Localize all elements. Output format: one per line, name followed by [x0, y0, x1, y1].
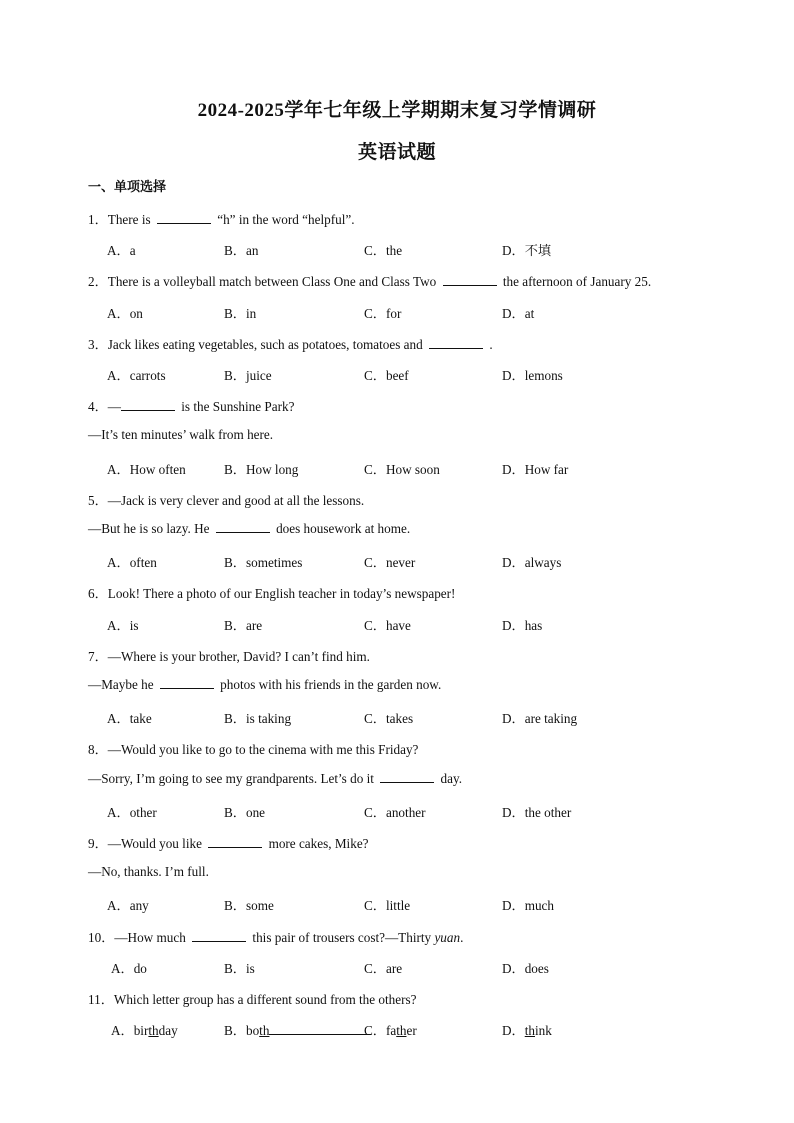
q11-option-c[interactable] — [364, 1020, 417, 1039]
q9-option-a[interactable]: A．any — [107, 898, 149, 913]
question-1-text-end: “h” in the word “helpful”. — [213, 212, 355, 227]
q11-option-c-underlined: th — [396, 1023, 407, 1038]
q9-option-b[interactable]: B．some — [224, 898, 274, 913]
question-2 — [88, 271, 651, 290]
q10-option-c[interactable]: C．are — [364, 961, 403, 976]
q3-option-c[interactable]: C．beef — [364, 368, 409, 383]
q2-option-d[interactable]: D．at — [502, 306, 535, 321]
question-3-text: 3．Jack likes eating vegetables, such as potatoes, tomatoes and — [88, 337, 427, 352]
question-8-text-end: day. — [437, 771, 462, 786]
q11-option-d-prefix: D． — [502, 1023, 525, 1038]
q6-option-b[interactable]: B．are — [224, 618, 263, 633]
q8-option-c[interactable]: C．another — [364, 805, 426, 820]
q9-option-c[interactable]: C．little — [364, 898, 411, 913]
page-title: 2024-2025学年七年级上学期期末复习学情调研 — [197, 100, 597, 121]
q3-option-b[interactable]: B．juice — [224, 368, 272, 383]
q4-option-a[interactable]: A．How often — [107, 462, 186, 477]
question-5: 5．—Jack is very clever and good at all the lessons. — [88, 493, 365, 508]
q7-option-b[interactable]: B．is taking — [224, 711, 292, 726]
question-5-text-end: does housework at home. — [272, 521, 411, 536]
question-9-text-end: more cakes, Mike? — [265, 836, 369, 851]
q11-option-a-underlined: th — [148, 1023, 159, 1038]
question-2-text-end: the afternoon of January 25. — [499, 274, 652, 289]
q3-option-d[interactable]: D．lemons — [502, 368, 563, 383]
q6-option-a[interactable]: A．is — [107, 618, 139, 633]
answer-blank — [157, 212, 211, 224]
q10-option-b[interactable]: B．is — [224, 961, 255, 976]
q11-option-d[interactable] — [502, 1020, 552, 1039]
q6-option-d[interactable]: D．has — [502, 618, 543, 633]
question-3-text-end: . — [486, 337, 493, 352]
q10-option-a[interactable]: A．do — [111, 961, 147, 976]
question-10-period: . — [460, 930, 464, 945]
q3-option-a[interactable]: A．carrots — [107, 368, 166, 383]
question-7-reply — [88, 677, 441, 693]
question-3 — [88, 334, 493, 353]
page-subtitle: 英语试题 — [357, 142, 436, 163]
q11-option-b[interactable] — [224, 1020, 371, 1039]
q7-option-c[interactable]: C．takes — [364, 711, 414, 726]
question-7-text: —Maybe he — [88, 677, 157, 692]
q1-option-d[interactable]: D．不填 — [502, 243, 552, 258]
q5-option-c[interactable]: C．never — [364, 555, 416, 570]
q11-option-b-underlined: th — [259, 1023, 270, 1038]
q2-option-b[interactable]: B．in — [224, 306, 257, 321]
question-9 — [88, 833, 369, 852]
q1-option-a[interactable]: A．a — [107, 243, 136, 258]
answer-blank — [208, 836, 262, 848]
q4-option-d[interactable]: D．How far — [502, 462, 569, 477]
question-10-text: 10．—How much — [88, 930, 190, 945]
q11-option-b-prefix: B．bo — [224, 1023, 260, 1038]
section-heading: 一、单项选择 — [88, 179, 167, 194]
question-5-text: —But he is so lazy. He — [88, 521, 213, 536]
q8-option-a[interactable]: A．other — [107, 805, 157, 820]
question-4-text: 4．— — [88, 399, 121, 414]
question-9-text: 9．—Would you like — [88, 836, 206, 851]
q7-option-d[interactable]: D．are taking — [502, 711, 578, 726]
question-9-reply: —No, thanks. I’m full. — [88, 864, 209, 879]
question-8: 8．—Would you like to go to the cinema with me this Friday? — [88, 742, 419, 757]
q10-option-d[interactable]: D．does — [502, 961, 549, 976]
question-1 — [88, 209, 355, 228]
question-5-reply — [88, 521, 410, 537]
q4-option-c[interactable]: C．How soon — [364, 462, 440, 477]
q4-option-b[interactable]: B．How long — [224, 462, 299, 477]
question-10-text-end: this pair of trousers cost?—Thirty — [249, 930, 435, 945]
q8-option-d[interactable]: D．the other — [502, 805, 572, 820]
question-10 — [88, 927, 463, 946]
answer-blank — [216, 521, 270, 533]
currency-word: yuan — [434, 930, 461, 945]
question-2-text: 2．There is a volleyball match between Class One and Class Two — [88, 274, 440, 289]
underline-rule — [269, 1023, 371, 1035]
q5-option-d[interactable]: D．always — [502, 555, 562, 570]
question-4 — [88, 396, 294, 415]
q1-option-b[interactable]: B．an — [224, 243, 259, 258]
question-6: 6．Look! There a photo of our English teacher in today’s newspaper! — [88, 586, 456, 601]
q8-option-b[interactable]: B．one — [224, 805, 266, 820]
question-1-text: 1．There is — [88, 212, 154, 227]
answer-blank — [443, 274, 497, 286]
question-8-text: —Sorry, I’m going to see my grandparents. Let’s do it — [88, 771, 378, 786]
q11-option-a[interactable] — [111, 1020, 178, 1039]
question-8-reply — [88, 771, 462, 787]
question-4-text-end: is the Sunshine Park? — [177, 399, 295, 414]
answer-blank — [380, 771, 434, 783]
q11-option-d-underlined: th — [524, 1023, 535, 1038]
q5-option-a[interactable]: A．often — [107, 555, 157, 570]
question-7: 7．—Where is your brother, David? I can’t find him. — [88, 649, 370, 664]
q2-option-a[interactable]: A．on — [107, 306, 143, 321]
q2-option-c[interactable]: C．for — [364, 306, 402, 321]
question-4-reply: —It’s ten minutes’ walk from here. — [88, 427, 274, 442]
q11-option-d-suffix: ink — [534, 1023, 552, 1038]
question-7-text-end: photos with his friends in the garden now. — [216, 677, 442, 692]
q5-option-b[interactable]: B．sometimes — [224, 555, 303, 570]
question-11: 11．Which letter group has a different sound from the others? — [88, 992, 417, 1007]
q6-option-c[interactable]: C．have — [364, 618, 411, 633]
answer-blank — [192, 930, 246, 942]
q11-option-a-prefix: A．bir — [111, 1023, 149, 1038]
answer-blank — [121, 399, 175, 411]
q9-option-d[interactable]: D．much — [502, 898, 555, 913]
answer-blank — [429, 337, 483, 349]
q11-option-a-suffix: day — [158, 1023, 178, 1038]
q7-option-a[interactable]: A．take — [107, 711, 152, 726]
answer-blank — [160, 677, 214, 689]
q1-option-c[interactable]: C．the — [364, 243, 403, 258]
q11-option-c-prefix: C．fa — [364, 1023, 397, 1038]
q11-option-c-suffix: er — [406, 1023, 417, 1038]
